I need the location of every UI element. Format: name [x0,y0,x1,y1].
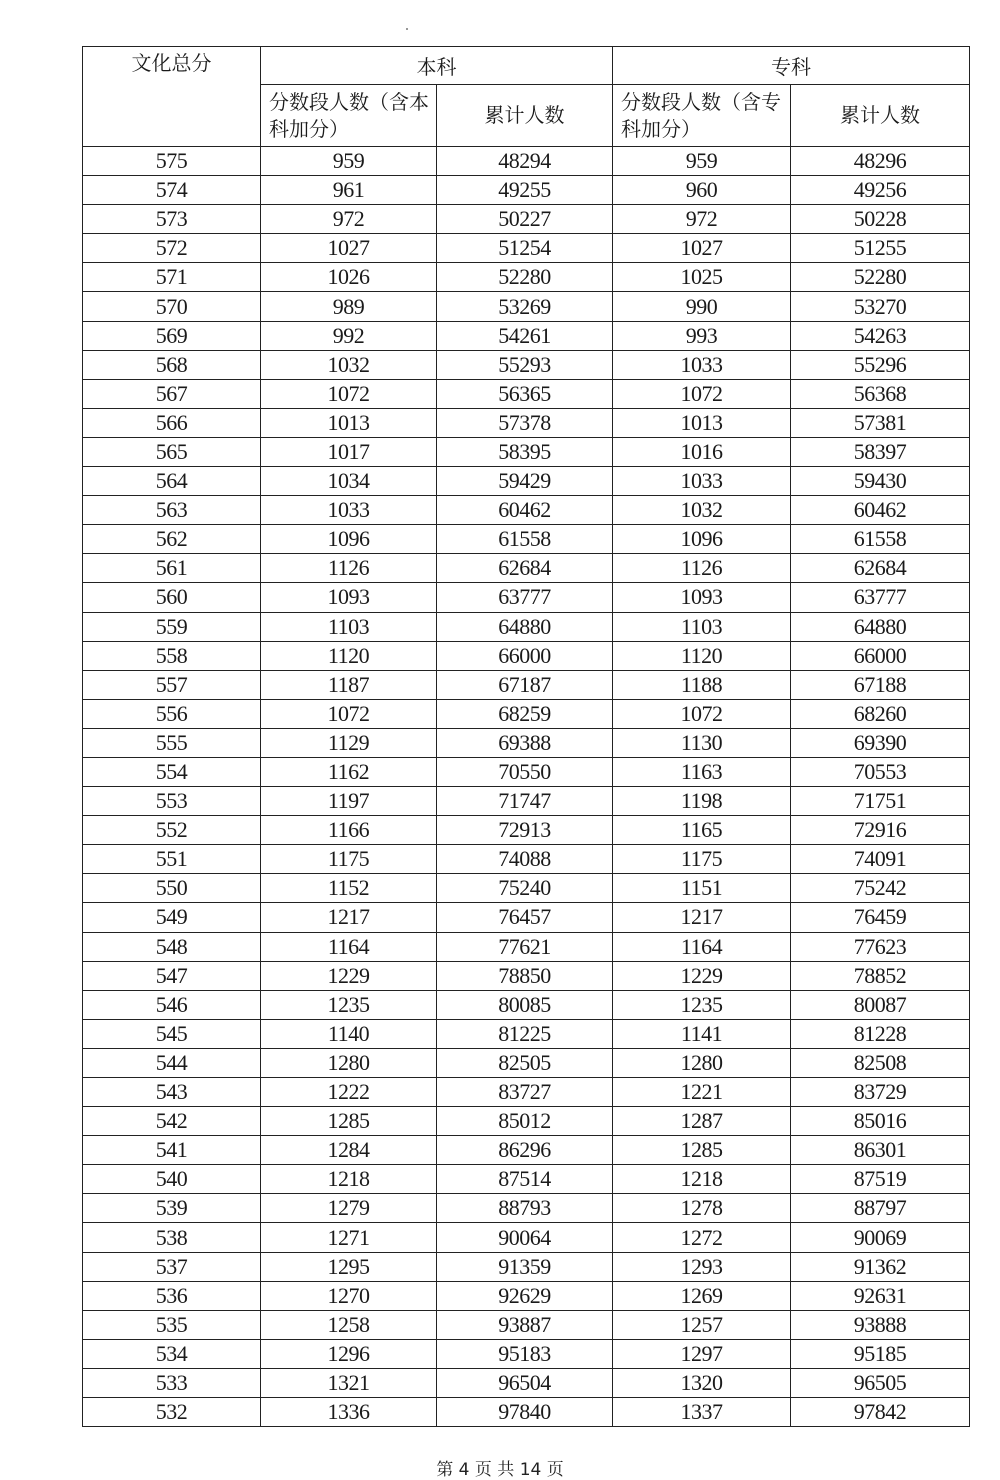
cell-zhuanke-segment: 1229 [613,961,791,990]
cell-score: 552 [83,816,261,845]
cell-benke-segment: 1096 [261,525,437,554]
cell-zhuanke-cumulative: 51255 [791,234,970,263]
cell-benke-cumulative: 90064 [437,1223,613,1252]
cell-score: 537 [83,1252,261,1281]
cell-zhuanke-cumulative: 88797 [791,1194,970,1223]
cell-zhuanke-segment: 1033 [613,350,791,379]
table-row [83,263,970,292]
cell-zhuanke-cumulative: 70553 [791,757,970,786]
cell-zhuanke-cumulative: 72916 [791,816,970,845]
cell-zhuanke-cumulative: 55296 [791,350,970,379]
cell-zhuanke-cumulative: 97842 [791,1398,970,1427]
cell-benke-segment: 1222 [261,1078,437,1107]
header-group-zhuanke: 专科 [613,47,970,85]
cell-zhuanke-cumulative: 49256 [791,176,970,205]
cell-zhuanke-cumulative: 85016 [791,1107,970,1136]
cell-benke-segment: 959 [261,147,437,176]
cell-zhuanke-segment: 1235 [613,990,791,1019]
cell-benke-cumulative: 83727 [437,1078,613,1107]
cell-score: 563 [83,496,261,525]
cell-zhuanke-cumulative: 68260 [791,699,970,728]
cell-score: 564 [83,467,261,496]
cell-zhuanke-segment: 1151 [613,874,791,903]
table-row [83,496,970,525]
table-row [83,554,970,583]
cell-benke-segment: 1175 [261,845,437,874]
cell-zhuanke-segment: 1093 [613,583,791,612]
cell-benke-segment: 1129 [261,728,437,757]
table-row [83,234,970,263]
cell-zhuanke-cumulative: 64880 [791,612,970,641]
cell-score: 569 [83,321,261,350]
table-row [83,1368,970,1397]
table-row [83,932,970,961]
cell-zhuanke-cumulative: 58397 [791,437,970,466]
cell-benke-segment: 1321 [261,1368,437,1397]
cell-zhuanke-cumulative: 95185 [791,1339,970,1368]
cell-zhuanke-segment: 1269 [613,1281,791,1310]
cell-benke-cumulative: 59429 [437,467,613,496]
cell-benke-cumulative: 51254 [437,234,613,263]
cell-benke-segment: 1187 [261,670,437,699]
cell-benke-cumulative: 86296 [437,1136,613,1165]
cell-zhuanke-segment: 1221 [613,1078,791,1107]
table-row [83,1194,970,1223]
cell-benke-cumulative: 48294 [437,147,613,176]
cell-benke-cumulative: 61558 [437,525,613,554]
cell-benke-segment: 1218 [261,1165,437,1194]
table-row [83,1078,970,1107]
cell-score: 533 [83,1368,261,1397]
cell-zhuanke-segment: 1188 [613,670,791,699]
table-row [83,467,970,496]
cell-benke-segment: 1235 [261,990,437,1019]
cell-benke-cumulative: 63777 [437,583,613,612]
cell-benke-cumulative: 75240 [437,874,613,903]
cell-benke-segment: 1296 [261,1339,437,1368]
cell-score: 543 [83,1078,261,1107]
cell-benke-segment: 1152 [261,874,437,903]
cell-score: 574 [83,176,261,205]
cell-zhuanke-cumulative: 63777 [791,583,970,612]
cell-zhuanke-segment: 1257 [613,1310,791,1339]
cell-score: 573 [83,205,261,234]
cell-zhuanke-segment: 1198 [613,787,791,816]
cell-zhuanke-segment: 990 [613,292,791,321]
cell-zhuanke-cumulative: 50228 [791,205,970,234]
cell-benke-cumulative: 91359 [437,1252,613,1281]
cell-benke-cumulative: 85012 [437,1107,613,1136]
cell-score: 559 [83,612,261,641]
cell-zhuanke-segment: 1272 [613,1223,791,1252]
cell-benke-cumulative: 77621 [437,932,613,961]
cell-zhuanke-cumulative: 67188 [791,670,970,699]
table-row [83,641,970,670]
table-row [83,816,970,845]
table-row [83,1310,970,1339]
table-row [83,408,970,437]
cell-score: 568 [83,350,261,379]
cell-score: 566 [83,408,261,437]
cell-zhuanke-segment: 1164 [613,932,791,961]
table-row [83,1339,970,1368]
cell-zhuanke-segment: 1165 [613,816,791,845]
cell-benke-segment: 1093 [261,583,437,612]
table-row [83,699,970,728]
cell-benke-cumulative: 96504 [437,1368,613,1397]
cell-benke-segment: 989 [261,292,437,321]
cell-score: 554 [83,757,261,786]
header-zhuanke-cumulative: 累计人数 [791,85,970,147]
cell-zhuanke-cumulative: 57381 [791,408,970,437]
table-body [83,147,970,1427]
cell-zhuanke-segment: 1217 [613,903,791,932]
cell-benke-cumulative: 60462 [437,496,613,525]
cell-zhuanke-cumulative: 90069 [791,1223,970,1252]
cell-benke-segment: 1034 [261,467,437,496]
cell-benke-cumulative: 68259 [437,699,613,728]
cell-zhuanke-segment: 1120 [613,641,791,670]
cell-benke-cumulative: 64880 [437,612,613,641]
cell-benke-cumulative: 54261 [437,321,613,350]
cell-zhuanke-segment: 1337 [613,1398,791,1427]
cell-score: 562 [83,525,261,554]
table-row [83,292,970,321]
cell-zhuanke-segment: 1218 [613,1165,791,1194]
header-total-score: 文化总分 [83,47,261,147]
cell-zhuanke-cumulative: 87519 [791,1165,970,1194]
cell-zhuanke-cumulative: 96505 [791,1368,970,1397]
cell-zhuanke-cumulative: 54263 [791,321,970,350]
scan-speck [406,28,408,30]
cell-benke-segment: 1284 [261,1136,437,1165]
cell-benke-segment: 1026 [261,263,437,292]
cell-score: 553 [83,787,261,816]
table-row [83,874,970,903]
header-group-benke: 本科 [261,47,613,85]
cell-zhuanke-segment: 1096 [613,525,791,554]
cell-score: 532 [83,1398,261,1427]
cell-benke-segment: 1120 [261,641,437,670]
cell-benke-segment: 972 [261,205,437,234]
cell-score: 545 [83,1019,261,1048]
cell-benke-segment: 1126 [261,554,437,583]
cell-zhuanke-segment: 1280 [613,1048,791,1077]
table-row [83,176,970,205]
table-row [83,612,970,641]
cell-score: 539 [83,1194,261,1223]
cell-zhuanke-cumulative: 74091 [791,845,970,874]
cell-score: 556 [83,699,261,728]
cell-score: 540 [83,1165,261,1194]
cell-benke-cumulative: 57378 [437,408,613,437]
table-row [83,1019,970,1048]
cell-benke-cumulative: 55293 [437,350,613,379]
cell-benke-segment: 1166 [261,816,437,845]
cell-benke-cumulative: 66000 [437,641,613,670]
cell-zhuanke-cumulative: 69390 [791,728,970,757]
cell-zhuanke-cumulative: 82508 [791,1048,970,1077]
cell-score: 565 [83,437,261,466]
table-row [83,437,970,466]
cell-zhuanke-segment: 1175 [613,845,791,874]
cell-zhuanke-cumulative: 78852 [791,961,970,990]
header-benke-segment: 分数段人数（含本科加分） [261,85,437,147]
cell-benke-cumulative: 87514 [437,1165,613,1194]
table-row [83,350,970,379]
cell-score: 558 [83,641,261,670]
cell-benke-segment: 992 [261,321,437,350]
cell-zhuanke-cumulative: 83729 [791,1078,970,1107]
cell-zhuanke-cumulative: 61558 [791,525,970,554]
table-row [83,205,970,234]
cell-benke-cumulative: 80085 [437,990,613,1019]
cell-score: 541 [83,1136,261,1165]
cell-benke-segment: 1140 [261,1019,437,1048]
table-row [83,1281,970,1310]
table-row [83,525,970,554]
table-row [83,1107,970,1136]
cell-score: 570 [83,292,261,321]
cell-zhuanke-segment: 1293 [613,1252,791,1281]
cell-benke-cumulative: 72913 [437,816,613,845]
cell-zhuanke-cumulative: 77623 [791,932,970,961]
cell-score: 561 [83,554,261,583]
cell-zhuanke-segment: 1285 [613,1136,791,1165]
cell-zhuanke-segment: 1278 [613,1194,791,1223]
table-row [83,1223,970,1252]
table-row [83,961,970,990]
cell-score: 557 [83,670,261,699]
cell-benke-cumulative: 97840 [437,1398,613,1427]
cell-zhuanke-segment: 1032 [613,496,791,525]
cell-zhuanke-cumulative: 86301 [791,1136,970,1165]
cell-benke-cumulative: 71747 [437,787,613,816]
cell-zhuanke-segment: 1016 [613,437,791,466]
cell-score: 548 [83,932,261,961]
cell-score: 536 [83,1281,261,1310]
cell-zhuanke-segment: 972 [613,205,791,234]
cell-score: 546 [83,990,261,1019]
cell-score: 538 [83,1223,261,1252]
cell-zhuanke-cumulative: 56368 [791,379,970,408]
cell-zhuanke-segment: 1287 [613,1107,791,1136]
cell-benke-cumulative: 88793 [437,1194,613,1223]
cell-zhuanke-cumulative: 66000 [791,641,970,670]
cell-benke-segment: 1032 [261,350,437,379]
cell-benke-segment: 1217 [261,903,437,932]
cell-zhuanke-segment: 1027 [613,234,791,263]
cell-zhuanke-cumulative: 93888 [791,1310,970,1339]
cell-zhuanke-segment: 1033 [613,467,791,496]
cell-zhuanke-cumulative: 62684 [791,554,970,583]
cell-zhuanke-cumulative: 76459 [791,903,970,932]
cell-benke-segment: 1229 [261,961,437,990]
cell-zhuanke-segment: 1013 [613,408,791,437]
cell-benke-segment: 1197 [261,787,437,816]
cell-score: 560 [83,583,261,612]
cell-zhuanke-segment: 1072 [613,379,791,408]
cell-zhuanke-cumulative: 80087 [791,990,970,1019]
cell-benke-cumulative: 53269 [437,292,613,321]
cell-zhuanke-segment: 1072 [613,699,791,728]
cell-benke-segment: 1072 [261,379,437,408]
cell-benke-segment: 1258 [261,1310,437,1339]
cell-zhuanke-cumulative: 52280 [791,263,970,292]
cell-benke-cumulative: 49255 [437,176,613,205]
cell-benke-segment: 1164 [261,932,437,961]
cell-benke-cumulative: 74088 [437,845,613,874]
header-benke-cumulative: 累计人数 [437,85,613,147]
table-row [83,147,970,176]
cell-benke-segment: 1033 [261,496,437,525]
cell-benke-cumulative: 69388 [437,728,613,757]
cell-benke-cumulative: 62684 [437,554,613,583]
cell-benke-segment: 1162 [261,757,437,786]
table-row [83,1398,970,1427]
cell-benke-segment: 1295 [261,1252,437,1281]
cell-zhuanke-cumulative: 71751 [791,787,970,816]
cell-benke-segment: 1013 [261,408,437,437]
table-row [83,1165,970,1194]
cell-zhuanke-cumulative: 60462 [791,496,970,525]
page-footer: 第 4 页 共 14 页 [436,1460,564,1480]
table-row [83,1252,970,1281]
cell-score: 555 [83,728,261,757]
cell-zhuanke-cumulative: 53270 [791,292,970,321]
cell-zhuanke-cumulative: 59430 [791,467,970,496]
cell-zhuanke-segment: 1297 [613,1339,791,1368]
cell-benke-segment: 1336 [261,1398,437,1427]
cell-benke-segment: 1279 [261,1194,437,1223]
cell-benke-cumulative: 92629 [437,1281,613,1310]
cell-benke-segment: 1280 [261,1048,437,1077]
table-row [83,845,970,874]
table-row [83,1136,970,1165]
cell-zhuanke-cumulative: 81228 [791,1019,970,1048]
cell-zhuanke-segment: 960 [613,176,791,205]
table-row [83,903,970,932]
cell-zhuanke-segment: 1025 [613,263,791,292]
cell-benke-segment: 1072 [261,699,437,728]
cell-score: 549 [83,903,261,932]
cell-score: 544 [83,1048,261,1077]
cell-score: 534 [83,1339,261,1368]
table-row [83,321,970,350]
cell-benke-segment: 1027 [261,234,437,263]
cell-zhuanke-cumulative: 91362 [791,1252,970,1281]
cell-benke-segment: 1017 [261,437,437,466]
cell-score: 551 [83,845,261,874]
cell-benke-cumulative: 67187 [437,670,613,699]
table-row [83,728,970,757]
cell-zhuanke-cumulative: 48296 [791,147,970,176]
table-row [83,757,970,786]
cell-zhuanke-cumulative: 75242 [791,874,970,903]
cell-benke-segment: 1285 [261,1107,437,1136]
cell-zhuanke-segment: 993 [613,321,791,350]
cell-zhuanke-segment: 1130 [613,728,791,757]
cell-benke-segment: 1270 [261,1281,437,1310]
cell-benke-segment: 1271 [261,1223,437,1252]
cell-score: 571 [83,263,261,292]
cell-zhuanke-segment: 959 [613,147,791,176]
cell-zhuanke-segment: 1320 [613,1368,791,1397]
cell-benke-cumulative: 50227 [437,205,613,234]
cell-score: 575 [83,147,261,176]
table-row [83,990,970,1019]
cell-score: 572 [83,234,261,263]
header-zhuanke-segment: 分数段人数（含专科加分） [613,85,791,147]
cell-score: 542 [83,1107,261,1136]
cell-zhuanke-segment: 1126 [613,554,791,583]
table-row [83,787,970,816]
cell-zhuanke-cumulative: 92631 [791,1281,970,1310]
cell-benke-cumulative: 70550 [437,757,613,786]
score-distribution-table [82,46,970,1427]
cell-score: 535 [83,1310,261,1339]
table-row [83,670,970,699]
table-row [83,1048,970,1077]
cell-benke-cumulative: 93887 [437,1310,613,1339]
cell-benke-cumulative: 81225 [437,1019,613,1048]
cell-benke-segment: 1103 [261,612,437,641]
cell-score: 547 [83,961,261,990]
cell-zhuanke-segment: 1163 [613,757,791,786]
cell-zhuanke-segment: 1103 [613,612,791,641]
table-row [83,583,970,612]
cell-benke-cumulative: 52280 [437,263,613,292]
cell-score: 567 [83,379,261,408]
cell-benke-cumulative: 56365 [437,379,613,408]
cell-benke-segment: 961 [261,176,437,205]
cell-benke-cumulative: 58395 [437,437,613,466]
cell-benke-cumulative: 82505 [437,1048,613,1077]
cell-score: 550 [83,874,261,903]
cell-benke-cumulative: 78850 [437,961,613,990]
cell-benke-cumulative: 95183 [437,1339,613,1368]
cell-benke-cumulative: 76457 [437,903,613,932]
table-row [83,379,970,408]
cell-zhuanke-segment: 1141 [613,1019,791,1048]
